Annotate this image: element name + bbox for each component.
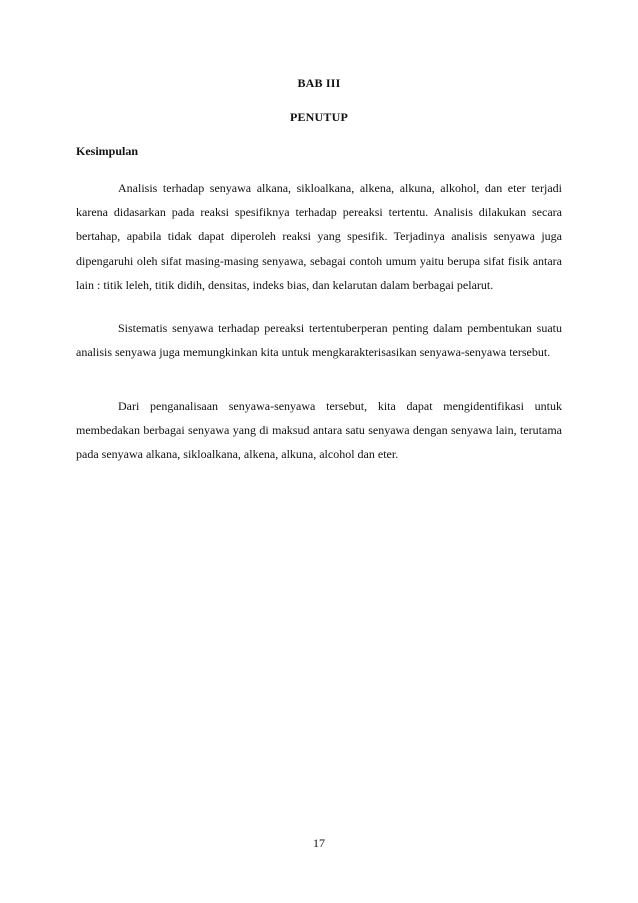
section-title: Kesimpulan — [76, 144, 139, 158]
page-number: 17 — [313, 836, 325, 850]
chapter-number: BAB III — [297, 76, 341, 90]
body-paragraph-2: Sistematis senyawa terhadap pereaksi tertentuberperan penting dalam pembentukan suatu analisis senyawa juga memungkinkan kita untuk mengkarakterisasikan senyawa-senyawa tersebut. — [76, 321, 562, 360]
chapter-title: PENUTUP — [289, 110, 349, 124]
body-paragraph-3: Dari penganalisaan senyawa-senyawa tersebut, kita dapat mengidentifikasi untuk membedakan berbagai senyawa yang di maksud antara satu senyawa dengan senyawa lain, terutama pada senyawa alkana, sikloalkana, alkena, alkuna, alcohol dan eter. — [76, 399, 562, 462]
body-paragraph-1: Analisis terhadap senyawa alkana, sikloalkana, alkena, alkuna, alkohol, dan eter terjadi karena didasarkan pada reaksi spesifiknya terhadap pereaksi tertentu. Analisis dilakukan secara bertahap, apabila tidak dapat diperoleh reaksi yang spesifik. Terjadinya analisis senyawa juga dipengaruhi oleh sifat masing-masing senyawa, sebagai contoh umum yaitu berupa sifat fisik antara lain : titik leleh, titik didih, densitas, indeks bias, dan kelarutan dalam berbagai pelarut. — [76, 181, 562, 292]
